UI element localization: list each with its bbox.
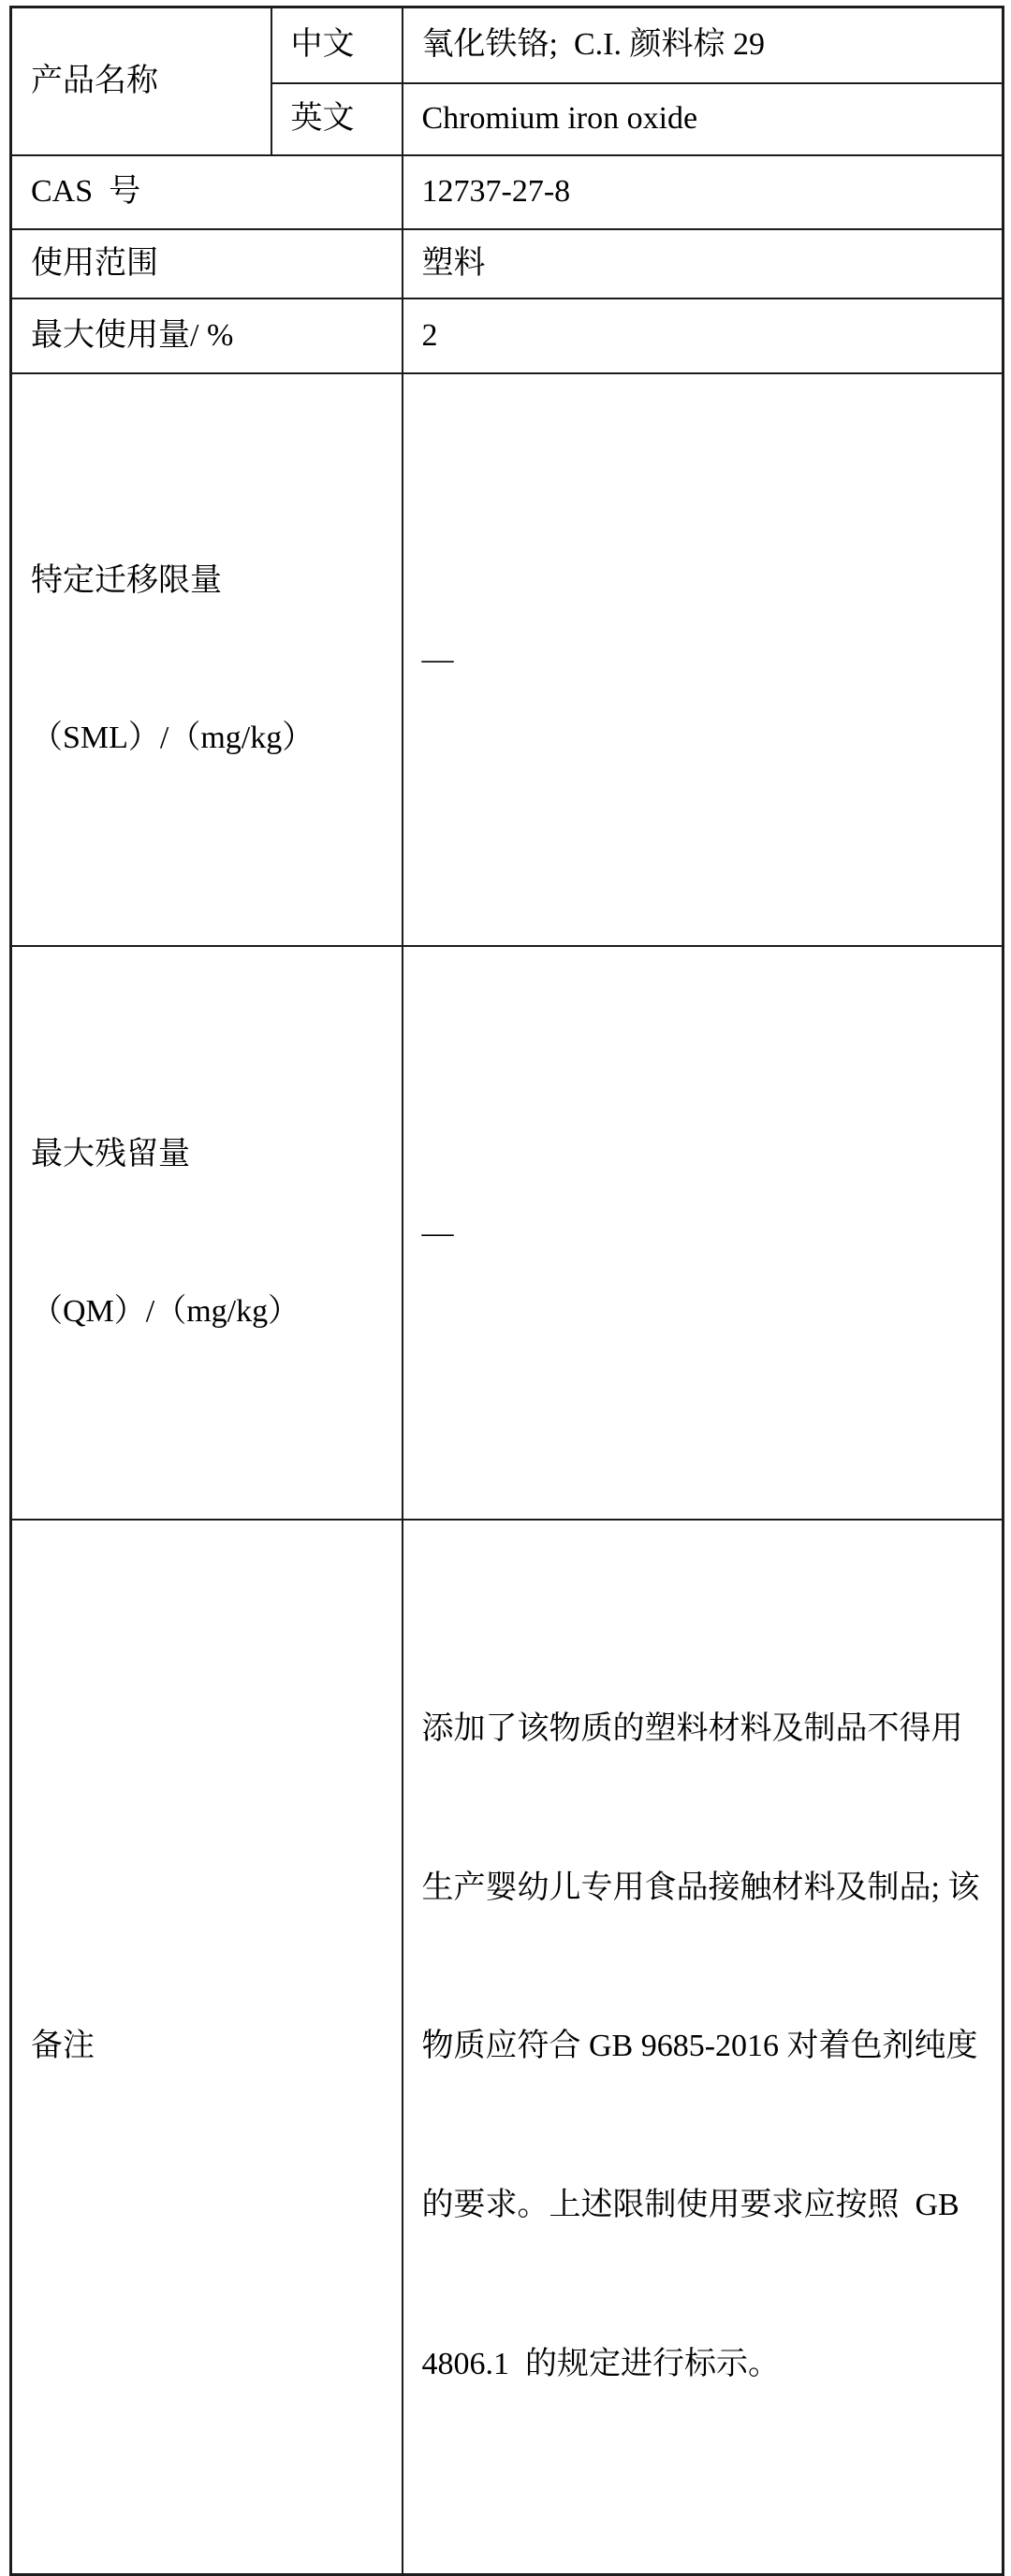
- product-spec-table: [9, 6, 1004, 2576]
- cas-label-cell: CAS 号: [11, 155, 403, 229]
- remarks-text: [422, 1607, 993, 2487]
- remarks-line-2: 生产婴幼儿专用食品接触材料及制品; 该: [421, 1870, 980, 1905]
- qm-label-line2: （QM）/（mg/kg）: [31, 1293, 300, 1329]
- usage-scope-value-cell: 塑料: [403, 229, 1004, 298]
- table-row: [11, 7, 1004, 83]
- sml-label-line2: （SML）/（mg/kg）: [31, 720, 315, 755]
- chinese-name-value-cell: 氧化铁铬; C.I. 颜料棕 29: [403, 7, 1004, 83]
- cas-value-cell: 12737-27-8: [403, 155, 1004, 229]
- sml-label-line1: 特定迁移限量: [31, 563, 222, 599]
- remarks-value-cell: [403, 1520, 1004, 2574]
- english-name-value-cell: Chromium iron oxide: [403, 83, 1004, 155]
- sml-label-cell: [11, 373, 403, 947]
- table-row: [11, 373, 1004, 947]
- table-row: [11, 1520, 1004, 2574]
- chinese-name-label-cell: 中文: [271, 7, 403, 83]
- max-usage-value-cell: 2: [403, 298, 1004, 373]
- table-row: [11, 155, 1004, 229]
- qm-label-cell: [11, 946, 403, 1520]
- table-row: [11, 946, 1004, 1520]
- qm-value-cell: —: [403, 946, 1004, 1520]
- sml-label-text: [31, 459, 392, 859]
- table-row: [11, 229, 1004, 298]
- product-name-label-cell: 产品名称: [11, 7, 271, 155]
- remarks-line-5: 4806.1 的规定进行标示。: [421, 2347, 780, 2381]
- remarks-line-1: 添加了该物质的塑料材料及制品不得用: [421, 1710, 963, 1746]
- remarks-label-cell: 备注: [11, 1520, 403, 2574]
- remarks-line-4: 的要求。上述限制使用要求应按照 GB: [421, 2188, 960, 2223]
- qm-label-line1: 最大残留量: [31, 1136, 190, 1172]
- qm-label-text: [31, 1033, 392, 1433]
- table-row: [11, 298, 1004, 373]
- remarks-line-3: 物质应符合 GB 9685-2016 对着色剂纯度: [421, 2029, 978, 2064]
- sml-value-cell: —: [403, 373, 1004, 947]
- usage-scope-label-cell: 使用范围: [11, 229, 403, 298]
- english-name-label-cell: 英文: [271, 83, 403, 155]
- max-usage-label-cell: 最大使用量/ %: [11, 298, 403, 373]
